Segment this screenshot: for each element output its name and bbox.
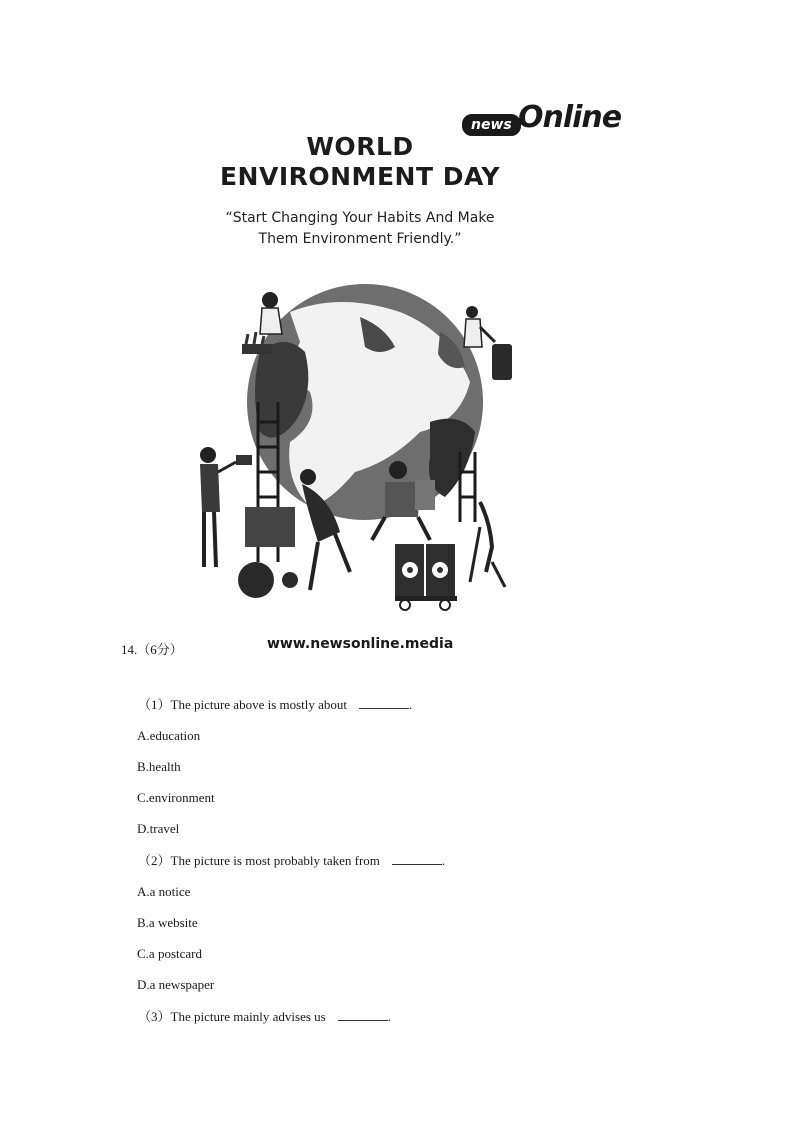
question-number: 14.（6分） — [121, 642, 183, 657]
poster-quote-line2: Them Environment Friendly.” — [258, 231, 462, 247]
poster-title-line1: WORLD — [306, 132, 414, 161]
poster-website: www.newsonline.media — [267, 636, 454, 652]
poster-quote — [190, 208, 530, 250]
answer-blank — [392, 853, 442, 865]
option-1c: C.environment — [137, 790, 215, 805]
logo-online-text: Online — [518, 100, 622, 135]
option-2b: B.a website — [137, 915, 198, 930]
answer-blank — [338, 1009, 388, 1021]
blank-period: . — [409, 697, 413, 712]
blank-period: . — [441, 853, 446, 868]
question-3-stem-text: （3）The picture mainly advises us — [138, 1009, 326, 1024]
question-2-stem — [138, 853, 445, 869]
option-2c: C.a postcard — [137, 946, 202, 961]
option-1d: D.travel — [137, 821, 180, 836]
option-1a: A.education — [137, 728, 201, 743]
logo-news-text: news — [462, 114, 521, 136]
option-2d: D.a newspaper — [137, 977, 215, 992]
globe-illustration — [190, 272, 530, 617]
question-3-stem — [138, 1009, 391, 1025]
answer-blank — [359, 697, 409, 709]
option-2a: A.a notice — [137, 884, 191, 899]
blank-period: . — [387, 1009, 391, 1024]
question-1-stem — [138, 697, 412, 713]
question-1-stem-text: （1）The picture above is mostly about — [138, 697, 348, 712]
poster-title-line2: ENVIRONMENT DAY — [219, 162, 501, 191]
option-1b: B.health — [137, 759, 181, 774]
question-2-stem-text: （2）The picture is most probably taken from — [138, 853, 380, 868]
poster-quote-line1: “Start Changing Your Habits And Make — [225, 210, 495, 226]
